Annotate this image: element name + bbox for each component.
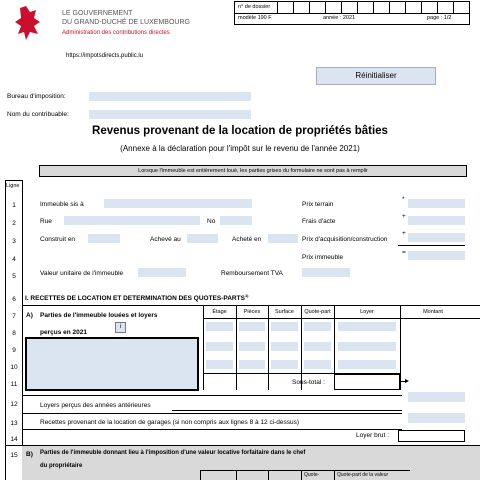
section-1-text: I. RECETTES DE LOCATION ET DETERMINATION DES QUOTES-PARTS — [25, 295, 245, 303]
notice-box — [39, 165, 467, 177]
line-number-3: 3 — [12, 238, 16, 245]
section-b-label: Parties de l'immeuble donnant lieu à l'imposition d'une valeur locative forfaitaire dans le chef — [40, 450, 306, 456]
property-price-label: Prix immeuble — [302, 254, 344, 261]
pieces-input-row9[interactable] — [239, 342, 265, 351]
built-in-label: Construit en — [40, 236, 76, 243]
notice-text: Lorsque l'immeuble est entièrement loué, les parties grises du formulaire ne sont pas à remplir — [138, 168, 368, 174]
bought-in-label: Acheté en — [232, 236, 262, 243]
meta-box — [234, 1, 470, 25]
line-number-11: 11 — [10, 381, 18, 388]
loyer-input-row8[interactable] — [338, 322, 396, 331]
completed-label: Achevé au — [150, 236, 181, 243]
line-number-5: 5 — [12, 273, 16, 280]
org-line3: Administration des contributions directes — [62, 30, 170, 36]
garage-rent-label: Recettes provenant de la location de garages (si non compris aux lignes 8 à 12 ci-dessus) — [40, 419, 300, 426]
property-price-input[interactable] — [408, 251, 465, 260]
section-b-letter: B) — [26, 451, 33, 458]
star-marker-1: * — [402, 196, 405, 203]
subtotal-output — [334, 374, 400, 390]
info-icon[interactable] — [115, 322, 126, 333]
street-label: Rue — [40, 218, 52, 225]
quote-input-row8[interactable] — [304, 322, 331, 331]
bureau-input[interactable] — [89, 92, 251, 101]
equals-marker: = — [402, 249, 406, 256]
built-in-input[interactable] — [88, 234, 120, 243]
website-url[interactable]: https://impotsdirects.public.lu — [66, 53, 144, 59]
ligne-header: Ligne — [6, 183, 20, 189]
pieces-input-row10[interactable] — [239, 360, 265, 369]
bureau-label: Bureau d'imposition: — [7, 93, 66, 100]
col-loyer: Loyer — [360, 309, 374, 315]
deed-fees-label: Frais d'acte — [302, 218, 336, 225]
line-number-6: 6 — [12, 296, 16, 303]
line-number-15: 15 — [10, 452, 18, 459]
quote-input-row9[interactable] — [304, 342, 331, 351]
acquisition-price-label: Prix d'acquisition/construction — [302, 236, 388, 243]
col-pieces: Pièces — [243, 309, 261, 315]
dossier-label: n° de dossier — [238, 4, 271, 10]
montant-input-row13[interactable] — [408, 413, 465, 423]
bought-in-input[interactable] — [268, 234, 298, 243]
section-b-col-value: Quote-part de la valeur — [337, 472, 389, 478]
info-icon-glyph: i — [119, 324, 122, 330]
arrow-icon — [405, 379, 409, 383]
acquisition-price-input[interactable] — [408, 233, 465, 242]
property-location-input[interactable] — [104, 199, 252, 208]
tenant-textarea[interactable] — [25, 337, 199, 391]
number-input[interactable] — [220, 216, 252, 225]
luxembourg-lion-logo — [12, 4, 46, 44]
number-label: No — [207, 218, 216, 225]
loyer-input-row9[interactable] — [338, 342, 396, 351]
vat-refund-input[interactable] — [302, 268, 350, 277]
unit-value-label: Valeur unitaire de l'immeuble — [40, 270, 124, 277]
gross-rent-output — [398, 430, 465, 442]
section-1-heading — [25, 294, 249, 303]
year-label: année : 2021 — [323, 15, 356, 21]
reset-button[interactable] — [316, 67, 436, 85]
vat-refund-label: Remboursement TVA — [221, 270, 283, 277]
dossier-cells[interactable] — [277, 2, 469, 13]
surface-input-row8[interactable] — [271, 322, 298, 331]
col-montant: Montant — [423, 309, 443, 315]
line-number-8: 8 — [12, 330, 16, 337]
reset-button-label: Réinitialiser — [355, 71, 397, 80]
line-number-2: 2 — [12, 220, 16, 227]
section-a-letter: A) — [26, 312, 33, 319]
taxpayer-input[interactable] — [89, 110, 251, 119]
deed-fees-input[interactable] — [408, 216, 465, 225]
montant-input-row12[interactable] — [408, 392, 465, 402]
line-number-14: 14 — [10, 436, 18, 443]
etage-input-row10[interactable] — [206, 360, 233, 369]
line-number-10: 10 — [10, 364, 18, 371]
land-price-label: Prix terrain — [302, 201, 334, 208]
surface-input-row10[interactable] — [271, 360, 298, 369]
org-line2: DU GRAND-DUCHÉ DE LUXEMBOURG — [62, 19, 190, 26]
etage-input-row9[interactable] — [206, 342, 233, 351]
property-location-label: Immeuble sis à — [40, 201, 84, 208]
col-surface: Surface — [275, 309, 294, 315]
quote-input-row10[interactable] — [304, 360, 331, 369]
page-label: page : 1/2 — [427, 15, 452, 21]
line-number-12: 12 — [10, 401, 18, 408]
line-number-4: 4 — [12, 256, 16, 263]
land-price-input[interactable] — [408, 199, 465, 208]
org-line1: LE GOUVERNEMENT — [62, 10, 133, 17]
line-number-1: 1 — [12, 202, 16, 209]
previous-years-rent-label: Loyers perçus des années antérieures — [40, 402, 151, 409]
model-label: modèle 190 F — [238, 15, 272, 21]
pieces-input-row8[interactable] — [239, 322, 265, 331]
page-subtitle: (Annexe à la déclaration pour l'impôt sur le revenu de l'année 2021) — [120, 144, 360, 153]
line-number-13: 13 — [10, 420, 18, 427]
section-b-col-quote: Quote- — [304, 472, 320, 478]
plus-marker-2: + — [402, 230, 406, 237]
subtotal-label: Sous-total : — [292, 379, 325, 386]
received-in-2021-label: perçus en 2021 — [40, 329, 87, 336]
street-input[interactable] — [64, 216, 200, 225]
loyer-input-row10[interactable] — [338, 360, 396, 369]
taxpayer-label: Nom du contribuable: — [7, 111, 69, 118]
completed-input[interactable] — [187, 234, 218, 243]
gross-rent-label: Loyer brut : — [356, 432, 389, 439]
line-number-9: 9 — [12, 347, 16, 354]
rented-parts-label: Parties de l'immeuble louées et loyers — [40, 312, 158, 319]
col-quote-part: Quote-part — [304, 309, 331, 315]
section-b-owner-label: du propriétaire — [40, 463, 83, 469]
line-number-7: 7 — [12, 313, 16, 320]
col-etage: Étage — [212, 309, 227, 315]
section-1-footnote: 1) — [244, 293, 249, 298]
etage-input-row8[interactable] — [206, 322, 233, 331]
unit-value-input[interactable] — [138, 268, 186, 277]
plus-marker-1: + — [402, 213, 406, 220]
page-title: Revenus provenant de la location de propriétés bâties — [92, 125, 388, 137]
surface-input-row9[interactable] — [271, 342, 298, 351]
